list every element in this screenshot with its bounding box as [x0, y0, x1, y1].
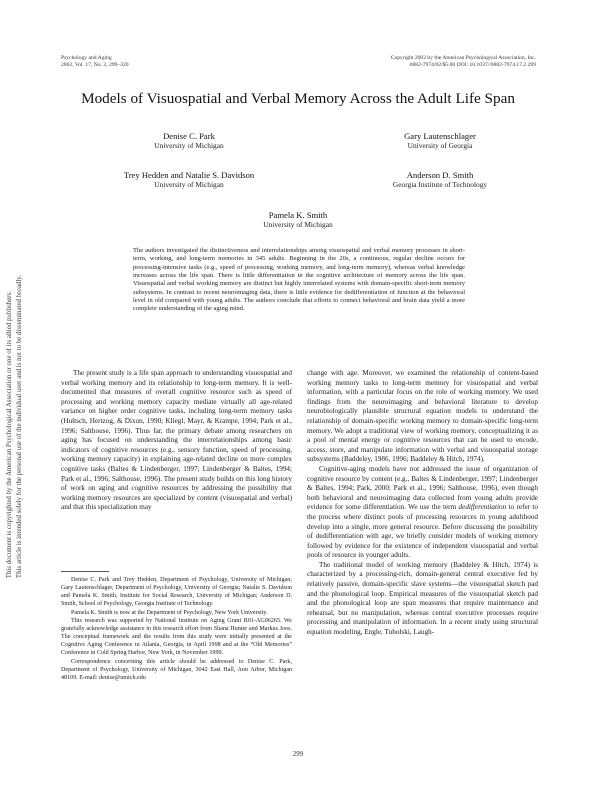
abstract: The authors investigated the distinctiveness and interrelationships among visuospatial and verbal memory processes in short-term, working, and long-term memories in 345 adults. Beginning in the 20s, a continuous, regular decline occurs for processing-intensive tasks (e.g., speed of processing, working memory, and long-term memory), whereas verbal knowledge increases across the life span. There is little differentiation in the cognitive architecture of memory across the life span. Visuospatial and verbal working memory are distinct but highly interrelated systems with domain-specific short-term memory subsystems. In contrast to recent neuroimaging data, there is little evidence for dedifferentiation of function at the behavioral level in old compared with young adults. The authors conclude that efforts to connect behavioral and brain data yield a more complete understanding of the aging mind. [133, 247, 465, 313]
paragraph-text: to refer to the process where distinct pools of processing resources in young adulthood develop into a single, more general resource. Before discussing the possibility of dedifferentiation with age, we briefly consider models of working memory followed by evidence for the existence of independent visuospatial and verbal pools of resource in younger adults. [307, 503, 538, 560]
author-name: Trey Hedden and Natalie S. Davidson [123, 170, 255, 180]
author-affiliation: University of Michigan [154, 141, 224, 150]
body-paragraph: The present study is a life span approach to understanding visuospatial and verbal working memory and its relationship to long-term memory. It is well-documented that measures of overall cognitive resource such as speed of processing and working memory capacity mediate virtually all age-related variance on higher order cognitive tasks, including long-term memory tasks (Hultsch, Hertzog, & Dixon, 1990; Kliegl, Mayr, & Krampe, 1994; Park et al., 1996; Salthouse, 1996). Thus far, the primary debate among researchers on aging has focused on understanding the interrelationships among basic indicators of cognitive resources (e.g., sensory function, speed of processing, working memory capacity) in explaining age-related decline on more complex cognitive tasks (Baltes & Lindenberger, 1997; Lindenberger & Baltes, 1994; Park et al., 1996; Salthouse, 1996). The present study builds on this long history of work on aging and cognitive resources by addressing the possibility that working memory resources are specialized by content (visuospatial and verbal) and that this specialization may [61, 369, 292, 512]
doi-line: 0882-7974/02/$5.00 DOI: 10.1037//0882-7974.17.2.299 [409, 62, 536, 68]
journal-info [61, 55, 129, 69]
body-paragraph: change with age. Moreover, we examined the relationship of content-based working memory tasks to long-term memory for visuospatial and verbal information, with a particular focus on the role of working memory. We used findings from the neuroimaging and behavioral literature to develop neurobiologically plausible structural equation models to understand the relationship of domain-specific working memory to domain-specific long-term memory. We adopt a traditional view of working memory, conceptualizing it as a pool of mental energy or cognitive resources that can be used to encode, access, store, and manipulate information with verbal and visuospatial storage subsystems (Baddeley, 1986, 1996; Baddeley & Hitch, 1974). [307, 369, 538, 464]
author-name: Denise C. Park [163, 131, 215, 141]
journal-volume: 2002, Vol. 17, No. 2, 299–320 [61, 62, 129, 68]
paragraph-text: Cognitive-aging models have not addressed the issue of organization of cognitive resource by content (e.g., Baltes & Lindenberger, 1997; Lindenberger & Baltes, 1994; Park, 2000; Park et al., 1996; Salthouse, 1996), even though both behavioral and neuroimaging data collected from young adults provide evidence for some differentiation. We use the term [307, 464, 538, 512]
author-affiliation: University of Michigan [263, 220, 333, 229]
copyright-info [391, 55, 536, 69]
author-block-lautenschlager [345, 131, 535, 150]
author-name: Anderson D. Smith [406, 170, 474, 180]
copyright-line: Copyright 2002 by the American Psychological Association, Inc. [390, 55, 536, 61]
author-affiliation: Georgia Institute of Technology [392, 180, 488, 189]
footnote-affiliations: Denise C. Park and Trey Hedden, Department of Psychology, University of Michigan; Gary Lautenschlager, Department of Psychology, University of Georgia; Natalie S. Davidson and Pamela K. Smith, Institute for Social Research, University of Michigan; Anderson D. Smith, School of Psychology, Georgia Institute of Technology. [61, 577, 292, 608]
author-affiliation: University of Michigan [154, 180, 224, 189]
author-affiliation: University of Georgia [407, 141, 473, 150]
footnote-correspondence: Correspondence concerning this article should be addressed to Denise C. Park, Department of Psychology, University of Michigan, 3042 East Hall, Ann Arbor, Michigan 48109. E-mail: denise@umich.edu [61, 658, 292, 681]
page-number: 299 [292, 750, 304, 758]
author-notes [61, 576, 292, 682]
body-left-column [61, 369, 292, 513]
body-right-column [307, 369, 538, 638]
italic-term: dedifferentiation [458, 503, 507, 512]
author-block-smith-p [198, 210, 398, 229]
side-notice-line: This article is intended solely for the personal use of the individual user and is not to be disseminated broadly. [16, 274, 23, 578]
author-name: Gary Lautenschlager [404, 131, 476, 141]
footnote-current-address: Pamela K. Smith is now at the Department of Psychology, New York University. [71, 609, 268, 616]
author-name: Pamela K. Smith [268, 210, 328, 220]
footnote-divider [61, 571, 109, 572]
body-paragraph [307, 465, 538, 561]
author-block-smith-a [345, 170, 535, 189]
side-notice-line: This document is copyrighted by the American Psychological Association or one of its allied publishers. [6, 290, 13, 578]
copyright-side-notice [2, 218, 26, 578]
author-block-park [99, 131, 279, 150]
body-paragraph: The traditional model of working memory (Baddeley & Hitch, 1974) is characterized by a processing-rich, domain-general central executive fed by relatively passive, domain-specific slave systems—the visuospatial sketch pad and the phonological loop. Empirical measures of the visuospatial sketch pad and the phonological loop are span measures that require maintenance and rehearsal, but no manipulation, whereas central executive processes require processing and manipulation of information. In a recent study using structural equation modeling, Engle, Tuholski, Laugh- [307, 560, 538, 637]
footnote-funding: This research was supported by National Institute on Aging Grant R01-AG06265. We gratefully acknowledge assistance in this research effort from Shana Hunter and Markus Joos. The conceptual framework and the results from this study were initially presented at the Cognitive Aging Conference in Atlanta, Georgia, in April 1998 and at the “Old Memories” Conference in Cold Spring Harbor, New York, in November 1999. [61, 617, 292, 657]
author-block-hedden-davidson [84, 170, 294, 189]
article-title: Models of Visuospatial and Verbal Memory Across the Adult Life Span [81, 90, 515, 107]
journal-name: Psychology and Aging [61, 55, 112, 61]
